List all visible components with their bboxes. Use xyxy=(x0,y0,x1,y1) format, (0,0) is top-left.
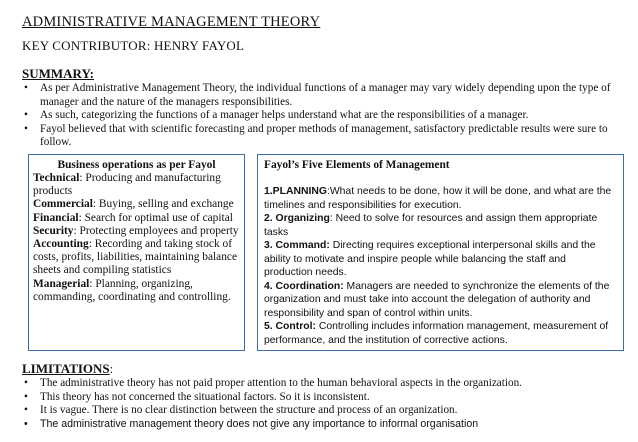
limitation-item: • The administrative theory has not paid proper attention to the human behavioral aspects in the organization. xyxy=(22,377,622,391)
five-elements-title: Fayol’s Five Elements of Management xyxy=(264,159,450,171)
element-text: Controlling includes information management, measurement of performance, and the institution of corrective actions. xyxy=(264,321,609,346)
element-label: 4. Coordination: xyxy=(264,280,344,292)
element-item xyxy=(264,185,617,212)
operation-item xyxy=(33,198,240,211)
operation-text: : Buying, selling and exchange xyxy=(92,198,234,211)
operation-text: : Search for optimal use of capital xyxy=(78,211,233,224)
summary-item: • As such, categorizing the functions of a manager helps understand what are the responsibilities of a manager. xyxy=(22,109,622,123)
element-text: : Need to solve for resources and assign them appropriate tasks xyxy=(264,213,598,238)
page-subtitle: KEY CONTRIBUTOR: HENRY FAYOL xyxy=(22,38,245,53)
element-text: :What needs to be done, how it will be done, and what are the timelines and responsibilities for execution. xyxy=(264,186,612,211)
operation-text: : Producing and manufacturing products xyxy=(33,172,221,198)
operation-item xyxy=(33,238,240,278)
summary-item: • Fayol believed that with scientific forecasting and proper methods of management, satisfactory predictable results were sure to follow. xyxy=(22,123,622,150)
element-item xyxy=(264,280,617,321)
operation-label: Managerial xyxy=(33,277,90,290)
element-label: 3. Command: xyxy=(264,240,330,251)
business-operations-box xyxy=(28,154,245,351)
limitation-item: • The administrative management theory does not give any importance to informal organisation xyxy=(22,418,622,432)
limitations-heading xyxy=(22,361,113,377)
element-item xyxy=(264,212,617,239)
element-item xyxy=(264,320,617,347)
limitations-heading-colon: : xyxy=(109,361,114,376)
operation-label: Financial xyxy=(33,211,79,224)
page-title: ADMINISTRATIVE MANAGEMENT THEORY xyxy=(22,14,321,30)
operation-item xyxy=(33,278,240,304)
operation-text: : Planning, organizing, commanding, coordinating and controlling. xyxy=(33,277,231,303)
limitations-list xyxy=(22,377,622,431)
element-text: Directing requires exceptional interpersonal skills and the ability to motivate and inspire people while balancing the staff and production needs. xyxy=(264,240,596,278)
summary-item: • As per Administrative Management Theory, the individual functions of a manager may vary widely depending upon the type of manager and the nature of the managers responsibilities. xyxy=(22,82,622,109)
limitation-item: • It is vague. There is no clear distinction between the structure and process of an organization. xyxy=(22,404,622,418)
element-text: Managers are needed to synchronize the elements of the organization and must take into account the delegation of authority and responsibility and span of control within units. xyxy=(264,280,610,319)
operation-label: Accounting xyxy=(33,238,89,251)
operation-label: Technical xyxy=(33,172,80,184)
element-label: 5. Control: xyxy=(264,321,316,332)
summary-heading: SUMMARY: xyxy=(22,66,95,81)
elements-list xyxy=(264,185,617,347)
element-item xyxy=(264,239,617,280)
operation-item xyxy=(33,225,240,238)
operation-label: Commercial xyxy=(33,198,93,211)
element-label: 1.PLANNING xyxy=(264,186,327,197)
operation-text: : Recording and taking stock of costs, profits, liabilities, maintaining balance sheets and compiling statistics xyxy=(33,238,238,277)
operation-label: Security xyxy=(33,224,74,237)
element-label: 2. Organizing xyxy=(264,213,330,224)
summary-list xyxy=(22,82,622,150)
limitation-item: • This theory has not concerned the situational factors. So it is inconsistent. xyxy=(22,391,622,405)
operation-item xyxy=(33,172,240,198)
business-operations-title: Business operations as per Fayol xyxy=(57,159,216,171)
operations-list xyxy=(33,172,240,304)
operation-text: : Protecting employees and property xyxy=(73,224,239,237)
limitations-heading-text: LIMITATIONS xyxy=(22,361,110,376)
operation-item xyxy=(33,212,240,225)
five-elements-box xyxy=(257,154,624,351)
